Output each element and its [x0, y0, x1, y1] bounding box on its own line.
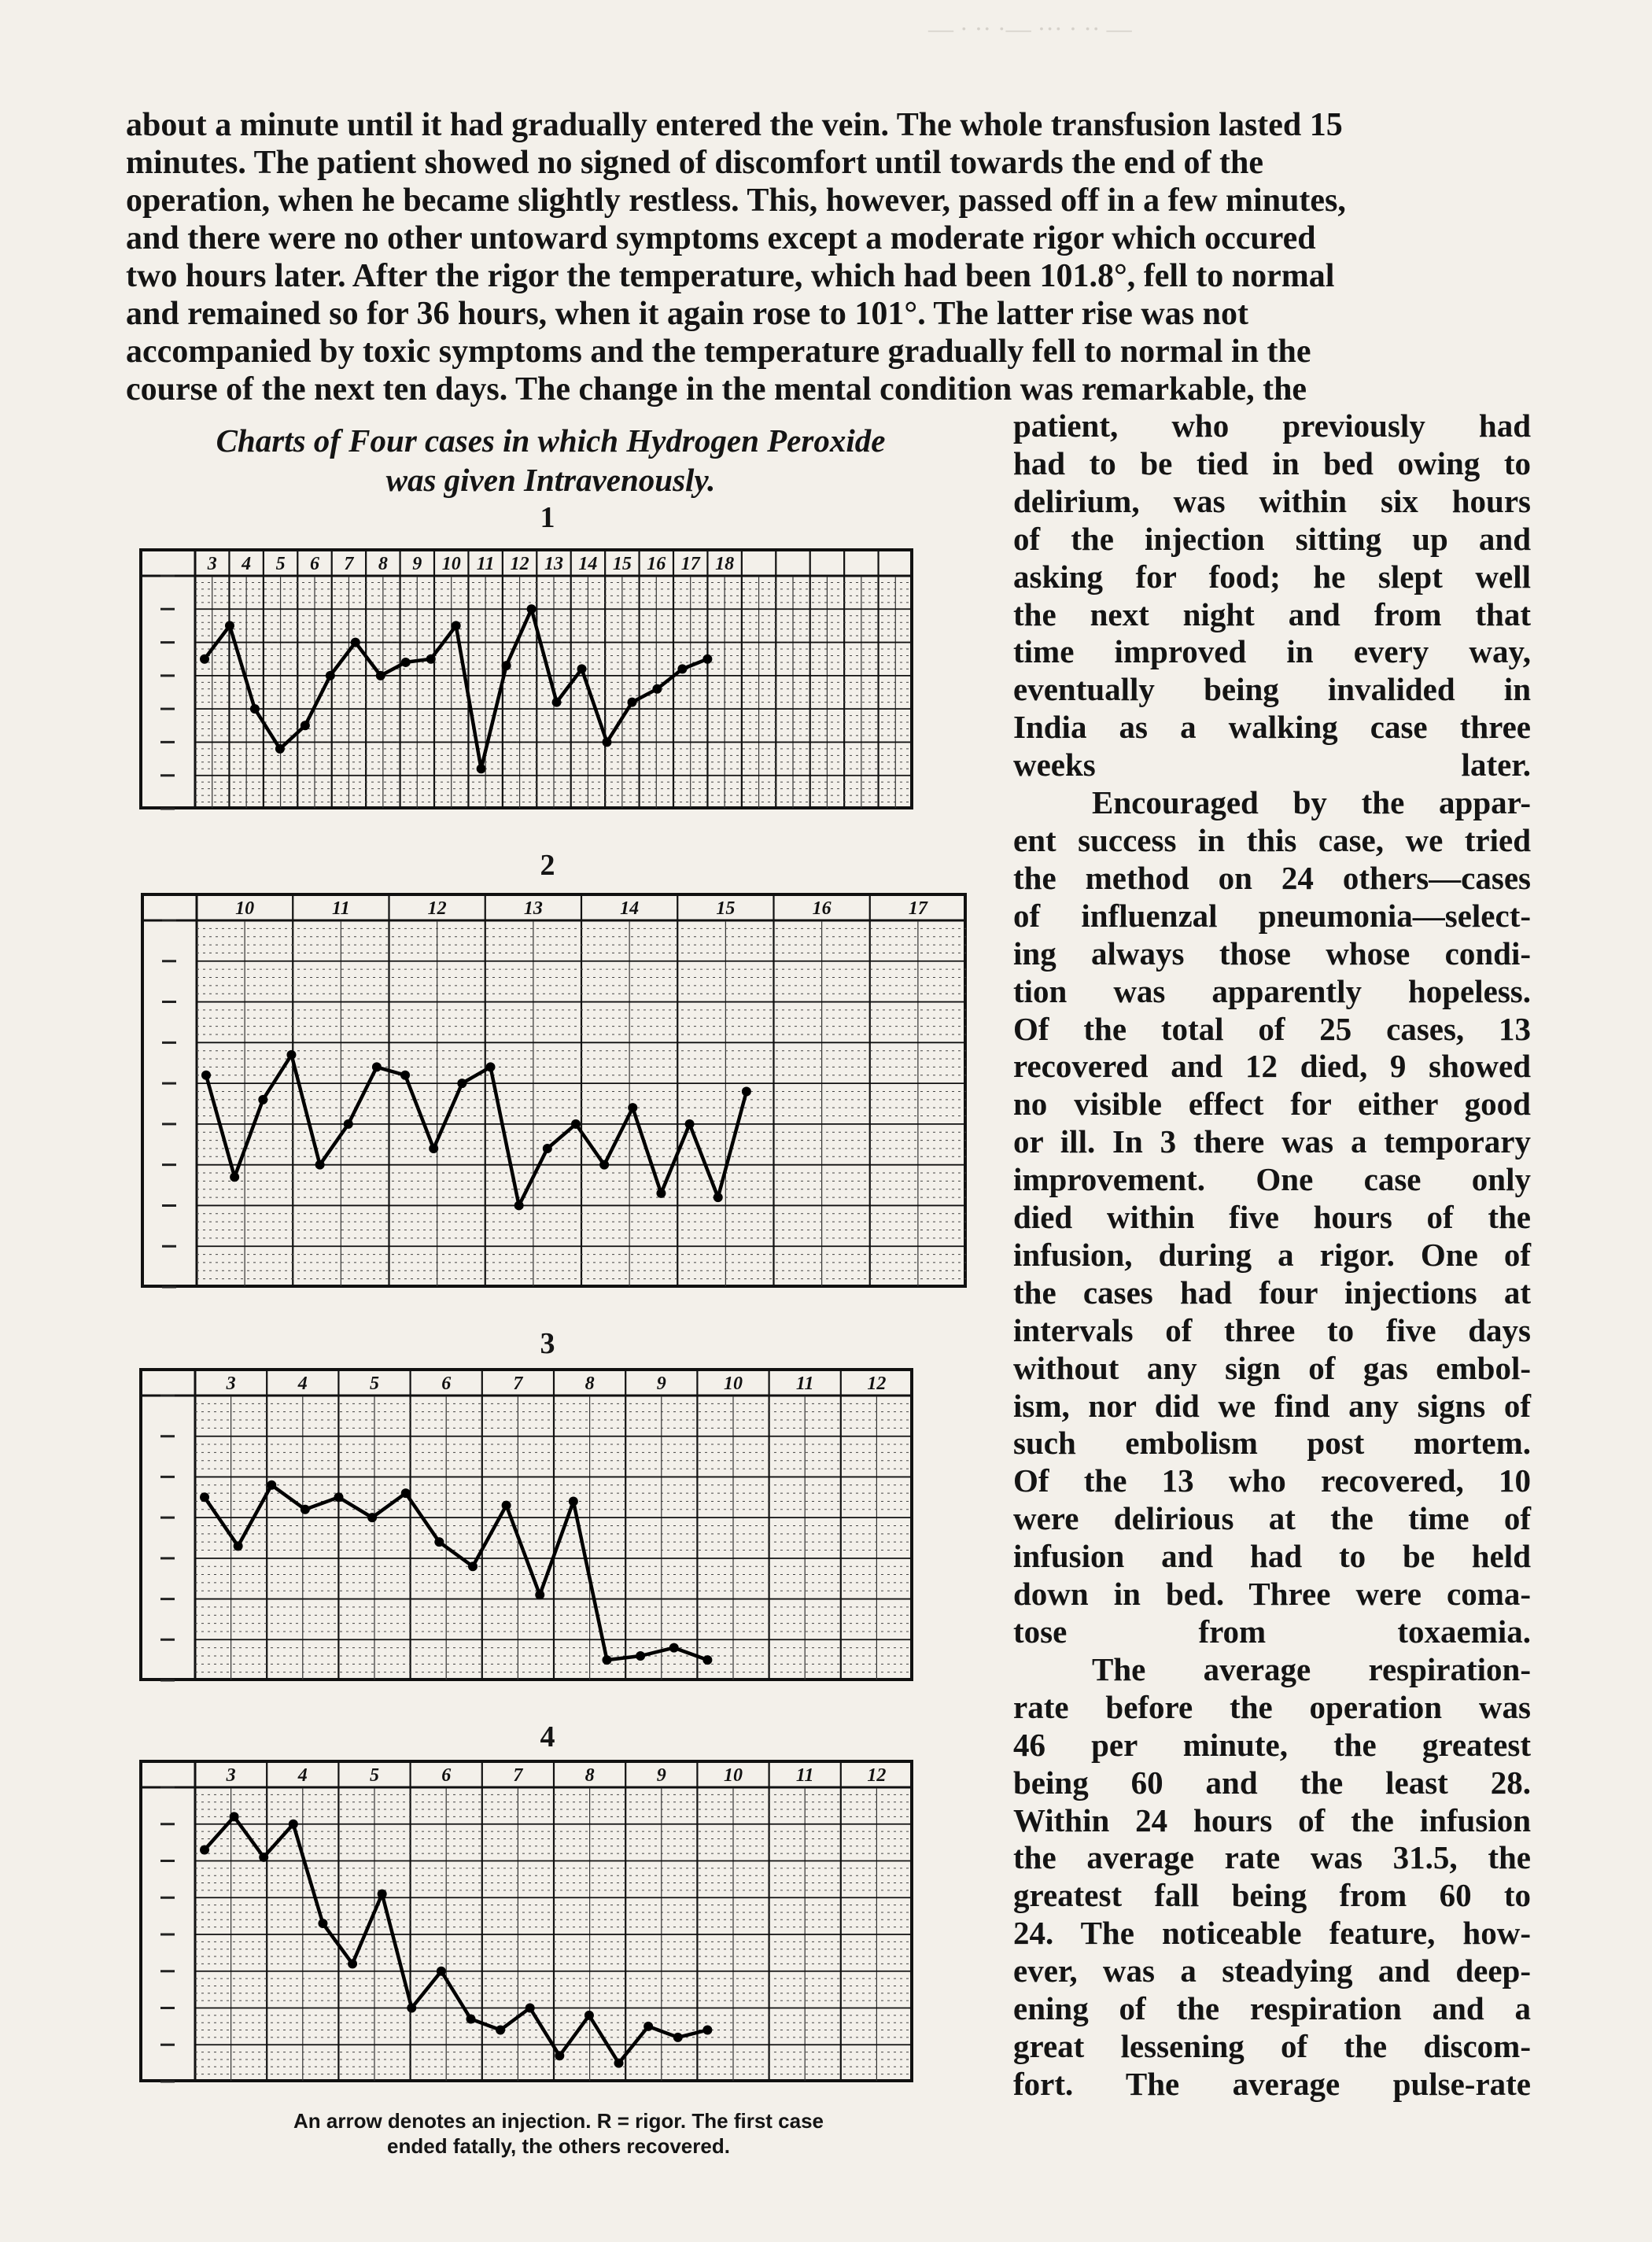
temperature-point [555, 2051, 564, 2060]
temperature-point [407, 2004, 416, 2013]
temperature-chart-1 [140, 549, 913, 809]
text-line: no visible effect for either good [1013, 1086, 1531, 1123]
text-line: and there were no other untoward symptoms except a moderate rigor which occured [126, 220, 1316, 256]
text-line: accompanied by toxic symptoms and the temperature gradually fell to normal in the [126, 334, 1311, 370]
day-label: 16 [647, 554, 666, 574]
day-label: 13 [544, 554, 563, 574]
temperature-chart-4 [140, 1761, 913, 2082]
day-label: 8 [378, 554, 388, 574]
day-label: 18 [715, 554, 735, 574]
chart-number: 1 [540, 501, 555, 534]
day-label: 9 [412, 554, 422, 574]
temperature-point [267, 1481, 276, 1490]
temperature-point [614, 2059, 624, 2068]
temperature-point [643, 2022, 653, 2031]
text-line: fort. The average pulse-rate [1013, 2065, 1531, 2102]
text-line: about a minute until it had gradually entered the vein. The whole transfusion lasted 15 [126, 107, 1343, 143]
temperature-point [401, 658, 411, 667]
day-label: 8 [584, 1374, 595, 1394]
temperature-point [468, 1562, 478, 1571]
text-line: infusion, during a rigor. One of [1013, 1236, 1531, 1273]
temperature-point [289, 1820, 298, 1829]
text-line: Of the 13 who recovered, 10 [1013, 1462, 1531, 1499]
text-line: rate before the operation was [1013, 1688, 1531, 1725]
day-label: 6 [441, 1374, 452, 1394]
day-label: 10 [441, 554, 461, 574]
temperature-point [543, 1144, 552, 1153]
day-label: 4 [297, 1765, 308, 1786]
text-line: without any sign of gas embol- [1013, 1349, 1531, 1386]
temperature-point [702, 1655, 712, 1665]
temperature-point [258, 1095, 267, 1104]
text-line: or ill. In 3 there was a temporary [1013, 1123, 1531, 1160]
text-line: and remained so for 36 hours, when it again rose to 101°. The latter rise was not [126, 296, 1248, 332]
caption-line: was given Intravenously. [385, 462, 716, 498]
temperature-point [200, 1492, 209, 1502]
temperature-chart-2 [142, 894, 966, 1287]
temperature-point [275, 744, 285, 754]
temperature-point [225, 621, 234, 630]
temperature-point [457, 1079, 466, 1088]
temperature-point [230, 1172, 239, 1182]
paragraph [1013, 1651, 1531, 2104]
text-line: weeks later. [1013, 747, 1531, 784]
caption-line: Charts of Four cases in which Hydrogen Peroxide [216, 422, 886, 459]
day-label: 9 [656, 1374, 666, 1394]
chart-svg [140, 549, 913, 809]
text-line: the method on 24 others—cases [1013, 859, 1531, 896]
chart-svg [140, 1369, 913, 1680]
temperature-point [502, 661, 511, 670]
day-label: 12 [510, 554, 529, 574]
text-line: died within five hours of the [1013, 1199, 1531, 1236]
temperature-point [673, 2033, 683, 2042]
day-label: 10 [724, 1374, 743, 1394]
temperature-point [636, 1651, 645, 1661]
chart-number: 4 [540, 1720, 555, 1753]
text-line: minutes. The patient showed no signed of discomfort until towards the end of the [126, 145, 1263, 181]
chart-frame [141, 1370, 912, 1680]
temperature-point [577, 664, 587, 673]
temperature-point [401, 1488, 411, 1498]
text-line: improvement. One case only [1013, 1161, 1531, 1198]
day-label: 7 [513, 1765, 523, 1786]
day-label: 5 [370, 1374, 379, 1394]
day-label: 4 [297, 1374, 308, 1394]
chart-frame [141, 550, 912, 808]
temperature-point [502, 1501, 511, 1510]
day-label: 6 [441, 1765, 452, 1786]
temperature-point [351, 638, 360, 647]
day-label: 5 [370, 1765, 379, 1786]
temperature-point [250, 704, 260, 714]
temperature-point [477, 764, 486, 773]
day-label: 11 [795, 1374, 814, 1394]
temperature-point [378, 1890, 387, 1899]
day-label: 16 [812, 898, 832, 919]
day-label: 3 [207, 554, 217, 574]
temperature-chart-3 [140, 1369, 913, 1680]
text-line: infusion and had to be held [1013, 1538, 1531, 1575]
chart-svg [140, 1761, 913, 2082]
temperature-point [656, 1189, 666, 1198]
text-line: the next night and from that [1013, 596, 1531, 632]
temperature-point [702, 655, 712, 664]
temperature-point [334, 1492, 343, 1502]
chart-number: 2 [540, 849, 555, 882]
temperature-line [205, 1816, 707, 2063]
temperature-point [200, 655, 209, 664]
text-line: of the injection sitting up and [1013, 520, 1531, 557]
day-label: 7 [513, 1374, 523, 1394]
chart-frame [141, 1761, 912, 2081]
day-label: 11 [476, 554, 495, 574]
temperature-point [627, 698, 636, 707]
text-line: intervals of three to five days [1013, 1311, 1531, 1348]
temperature-point [344, 1119, 353, 1129]
temperature-point [602, 737, 611, 747]
day-label: 5 [275, 554, 286, 574]
temperature-point [326, 671, 335, 680]
temperature-point [552, 698, 562, 707]
day-label: 12 [867, 1765, 887, 1786]
text-line: The average respiration- [1092, 1650, 1531, 1687]
paragraph [1013, 784, 1531, 1651]
day-label: 14 [578, 554, 598, 574]
temperature-point [599, 1160, 609, 1170]
intro-paragraph [126, 106, 1542, 408]
day-label: 10 [235, 898, 255, 919]
text-line: being 60 and the least 28. [1013, 1764, 1531, 1801]
side-column-text [1013, 407, 1531, 2104]
temperature-point [301, 1505, 310, 1514]
day-label: 3 [226, 1374, 236, 1394]
text-line: asking for food; he slept well [1013, 558, 1531, 595]
temperature-line [206, 1055, 747, 1206]
temperature-point [376, 671, 385, 680]
text-line: down in bed. Three were coma- [1013, 1576, 1531, 1613]
temperature-point [372, 1062, 382, 1071]
temperature-point [315, 1160, 325, 1170]
temperature-point [429, 1144, 438, 1153]
temperature-point [677, 664, 687, 673]
text-line: were delirious at the time of [1013, 1500, 1531, 1537]
day-label: 14 [620, 898, 640, 919]
day-label: 11 [332, 898, 350, 919]
temperature-point [652, 684, 662, 694]
text-line: ever, was a steadying and deep- [1013, 1953, 1531, 1989]
footnote-line: ended fatally, the others recovered. [387, 2134, 730, 2158]
day-label: 3 [226, 1765, 236, 1786]
text-line: tose from toxaemia. [1013, 1613, 1531, 1650]
day-label: 12 [867, 1374, 887, 1394]
text-line: patient, who previously had [1013, 407, 1531, 444]
temperature-point [466, 2015, 475, 2024]
text-line: Encouraged by the appar- [1092, 784, 1531, 821]
temperature-point [702, 2026, 712, 2035]
temperature-point [400, 1071, 410, 1080]
temperature-point [685, 1119, 695, 1129]
temperature-point [669, 1643, 679, 1653]
day-label: 13 [523, 898, 543, 919]
day-label: 15 [612, 554, 632, 574]
temperature-point [301, 721, 310, 730]
temperature-point [535, 1590, 544, 1599]
day-label: 11 [795, 1765, 814, 1786]
temperature-point [367, 1513, 377, 1522]
text-line: great lessening of the discom- [1013, 2027, 1531, 2064]
temperature-point [437, 1967, 446, 1976]
temperature-point [234, 1541, 243, 1551]
text-line: India as a walking case three [1013, 709, 1531, 746]
temperature-point [602, 1655, 611, 1665]
text-line: ening of the respiration and a [1013, 1990, 1531, 2027]
temperature-point [348, 1959, 357, 1968]
temperature-point [514, 1200, 524, 1210]
temperature-point [259, 1853, 268, 1862]
day-label: 9 [656, 1765, 666, 1786]
text-line: ism, nor did we find any signs of [1013, 1387, 1531, 1424]
day-label: 7 [344, 554, 354, 574]
text-line: ing always those whose condi- [1013, 935, 1531, 972]
text-line: two hours later. After the rigor the temperature, which had been 101.8°, fell to normal [126, 258, 1335, 294]
temperature-point [201, 1071, 211, 1080]
temperature-point [628, 1103, 637, 1112]
temperature-point [434, 1537, 444, 1547]
temperature-point [200, 1845, 209, 1854]
day-label: 4 [242, 554, 252, 574]
day-label: 6 [310, 554, 319, 574]
text-line: 24. The noticeable feature, how- [1013, 1915, 1531, 1952]
paragraph [1013, 407, 1531, 784]
text-line: had to be tied in bed owing to [1013, 444, 1531, 481]
chart-frame [142, 894, 965, 1286]
text-line: tion was apparently hopeless. [1013, 972, 1531, 1009]
temperature-point [742, 1086, 751, 1096]
text-line: Of the total of 25 cases, 13 [1013, 1010, 1531, 1047]
temperature-point [426, 655, 436, 664]
temperature-point [584, 2011, 594, 2020]
text-line: such embolism post mortem. [1013, 1425, 1531, 1462]
temperature-point [486, 1062, 496, 1071]
text-line: the cases had four injections at [1013, 1274, 1531, 1311]
text-line: time improved in every way, [1013, 633, 1531, 670]
temperature-point [527, 604, 537, 614]
figure-caption [126, 421, 975, 500]
text-line: eventually being invalided in [1013, 671, 1531, 708]
temperature-point [569, 1496, 578, 1506]
day-label: 17 [908, 898, 927, 919]
day-label: 10 [724, 1765, 743, 1786]
temperature-point [318, 1919, 327, 1928]
text-line: greatest fall being from 60 to [1013, 1877, 1531, 1914]
text-line: the average rate was 31.5, the [1013, 1839, 1531, 1876]
bleed-through-text: — · ·· ·— ··· · ·· — [928, 14, 1132, 42]
chart-svg [142, 894, 966, 1287]
temperature-point [496, 2026, 505, 2035]
text-line: course of the next ten days. The change in the mental condition was remarkable, the [126, 371, 1307, 407]
day-label: 17 [680, 554, 700, 574]
temperature-point [571, 1119, 581, 1129]
text-line: delirium, was within six hours [1013, 482, 1531, 519]
text-line: operation, when he became slightly restless. This, however, passed off in a few minutes, [126, 183, 1346, 219]
day-label: 15 [716, 898, 736, 919]
day-label: 8 [584, 1765, 595, 1786]
day-label: 12 [427, 898, 447, 919]
temperature-point [525, 2004, 535, 2013]
temperature-point [452, 621, 461, 630]
temperature-line [205, 1485, 707, 1660]
chart-number: 3 [540, 1327, 555, 1360]
text-line: Within 24 hours of the infusion [1013, 1801, 1531, 1838]
temperature-point [286, 1050, 296, 1060]
text-line: 46 per minute, the greatest [1013, 1726, 1531, 1763]
text-line: recovered and 12 died, 9 showed [1013, 1048, 1531, 1085]
text-line: ent success in this case, we tried [1013, 821, 1531, 858]
text-line: of influenzal pneumonia—select- [1013, 897, 1531, 934]
chart-footnote [197, 2108, 920, 2159]
footnote-line: An arrow denotes an injection. R = rigor. The first case [293, 2109, 824, 2133]
temperature-point [714, 1193, 723, 1202]
temperature-point [230, 1812, 239, 1821]
